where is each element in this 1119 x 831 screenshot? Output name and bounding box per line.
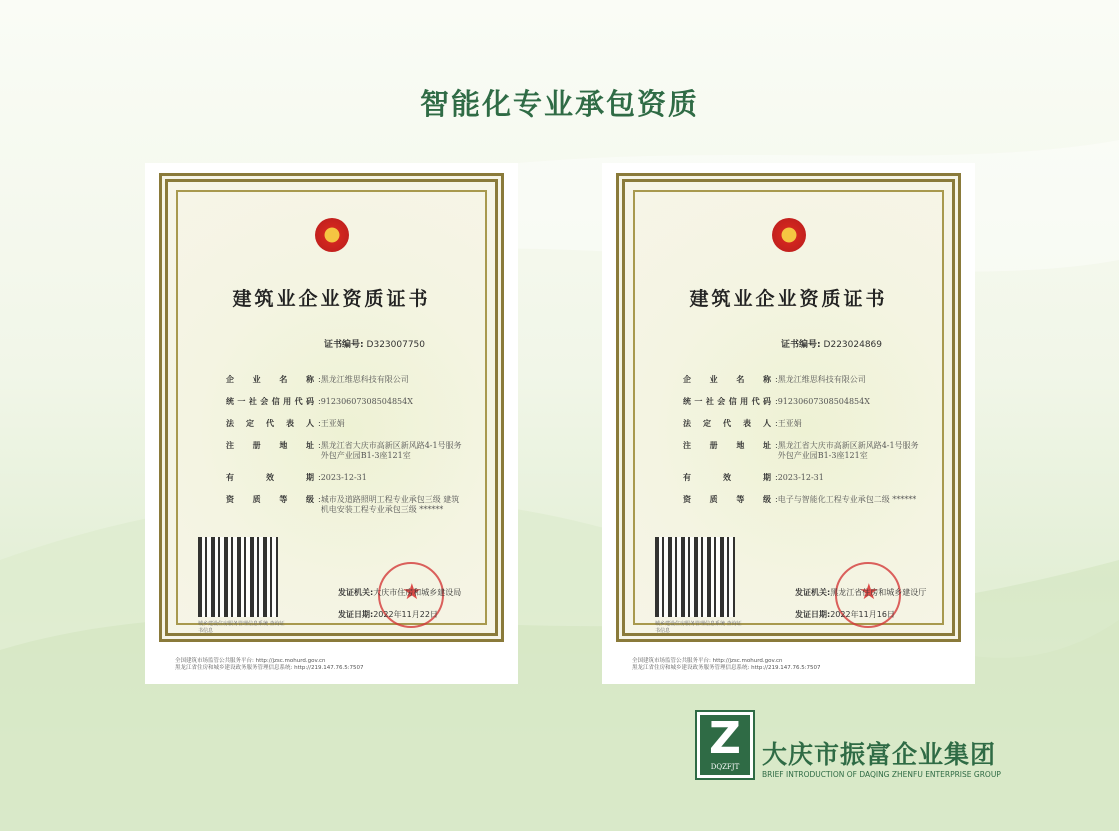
field-row: 资质等级 : 城市及道路照明工程专业承包三级 建筑机电安装工程专业承包三级 ******	[226, 495, 460, 514]
field-row: 企业名称 : 黑龙江维思科技有限公司	[226, 375, 409, 384]
field-row: 统一社会信用代码 : 91230607308504854X	[683, 397, 870, 406]
qr-code	[198, 537, 278, 617]
page-title: 智能化专业承包资质	[419, 87, 699, 121]
field-row: 企业名称 : 黑龙江维思科技有限公司	[683, 375, 866, 384]
certificate-number: 证书编号: D323007750	[324, 340, 425, 350]
national-emblem-icon	[772, 218, 806, 252]
certificate-fields	[226, 375, 467, 527]
national-emblem-icon	[315, 218, 349, 252]
certificate-fields	[683, 375, 924, 517]
certificate-footer: 全国建筑市场监管公共服务平台: http://jzsc.mohurd.gov.cn 黑龙江省住房和城乡建设政务服务管理信息系统: http://219.147.76.5:7507	[632, 658, 821, 671]
field-row: 统一社会信用代码 : 91230607308504854X	[226, 397, 413, 406]
certificate-heading: 建筑业企业资质证书	[232, 288, 431, 310]
company-logo: Z DQZFJT	[697, 712, 753, 778]
certificate-2	[602, 163, 975, 684]
certificate-frame	[616, 173, 961, 642]
issuer-block: 发证机关:黑龙江省住房和城乡建设厅 发证日期:2022年11月16日	[795, 588, 927, 619]
field-row: 有效期 : 2023-12-31	[683, 473, 824, 482]
field-row: 有效期 : 2023-12-31	[226, 473, 367, 482]
certificate-number: 证书编号: D223024869	[781, 340, 882, 350]
certificate-frame	[159, 173, 504, 642]
field-row: 法定代表人 : 王亚娟	[226, 419, 345, 428]
company-name: 大庆市振富企业集团	[762, 740, 997, 769]
certificate-footer: 全国建筑市场监管公共服务平台: http://jzsc.mohurd.gov.cn 黑龙江省住房和城乡建设政务服务管理信息系统: http://219.147.76.5:7507	[175, 658, 364, 671]
field-row: 资质等级 : 电子与智能化工程专业承包二级 ******	[683, 495, 917, 504]
qr-caption: 城乡建设住房服务管理信息系统 查询证书信息	[655, 621, 742, 634]
field-row: 法定代表人 : 王亚娟	[683, 419, 802, 428]
qr-caption: 城乡建设住房服务管理信息系统 查询证书信息	[198, 621, 285, 634]
certificate-heading: 建筑业企业资质证书	[689, 288, 888, 310]
field-row: 注册地址 : 黑龙江省大庆市高新区新风路4-1号服务外包产业园B1-3座121室	[683, 441, 919, 460]
company-subtitle: BRIEF INTRODUCTION OF DAQING ZHENFU ENTERPRISE GROUP	[762, 770, 1001, 779]
field-row: 注册地址 : 黑龙江省大庆市高新区新风路4-1号服务外包产业园B1-3座121室	[226, 441, 462, 460]
qr-code	[655, 537, 735, 617]
certificate-1	[145, 163, 518, 684]
issuer-block: 发证机关:大庆市住房和城乡建设局 发证日期:2022年11月22日	[338, 588, 462, 619]
